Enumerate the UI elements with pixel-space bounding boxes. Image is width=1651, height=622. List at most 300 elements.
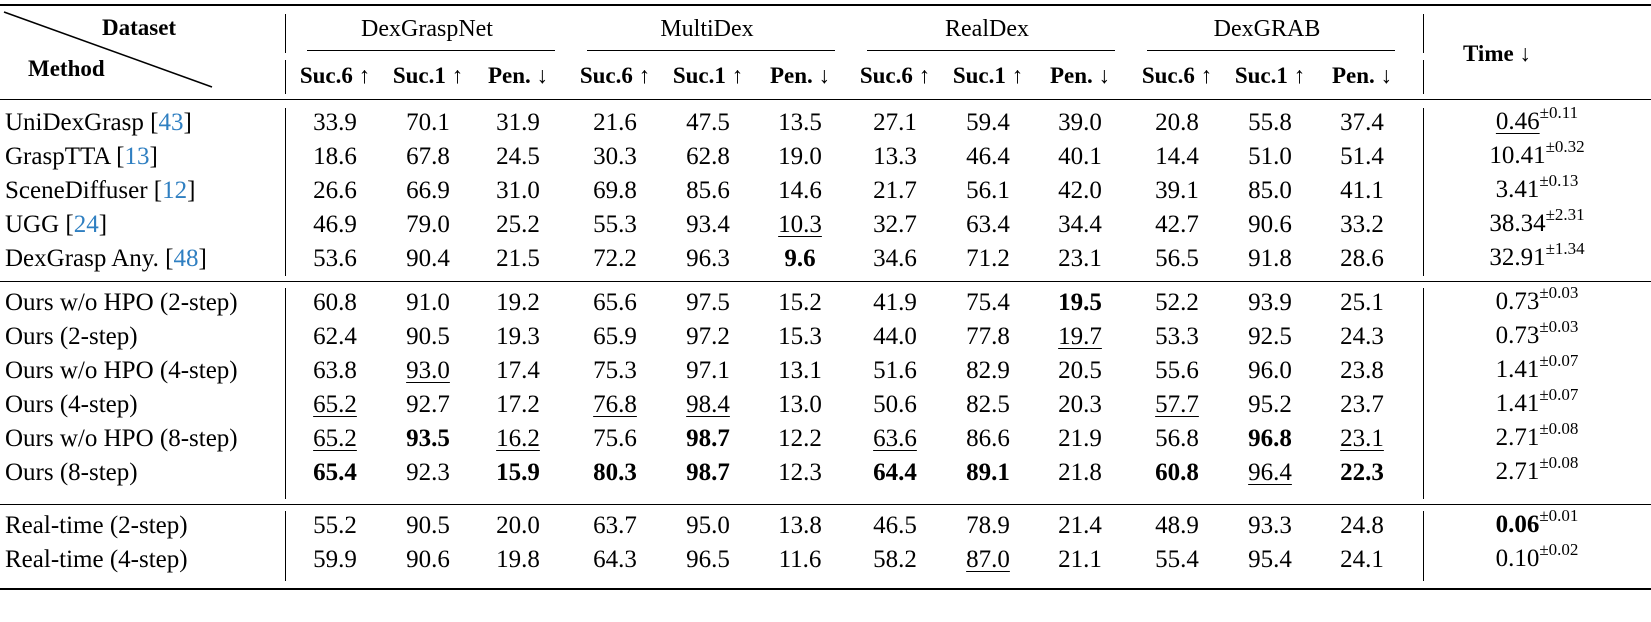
cell-value: 51.0 [1248, 143, 1292, 170]
cell-value: 75.3 [593, 357, 637, 384]
cell-value: 41.1 [1340, 177, 1384, 204]
time-value: 1.41 [1495, 356, 1540, 383]
method-label: SceneDiffuser [5, 177, 148, 204]
cell-value: 21.6 [593, 109, 637, 136]
table-cell [1137, 426, 1217, 451]
cell-value: 75.6 [593, 425, 637, 452]
time-value: 2.71 [1495, 458, 1540, 485]
cell-value: 17.2 [496, 391, 540, 418]
cell-value: 16.2 [496, 425, 540, 452]
table-cell [575, 358, 655, 383]
cell-value: 71.2 [966, 245, 1010, 272]
table-cell [948, 513, 1028, 538]
method-label: GraspTTA [5, 143, 110, 170]
method-label: Ours w/o HPO (4-step) [5, 357, 238, 384]
table-cell [760, 392, 840, 417]
method-name [5, 460, 138, 485]
time-std: ±0.11 [1539, 102, 1579, 122]
metric-header: Suc.1 ↑ [392, 63, 464, 88]
cell-value: 14.4 [1155, 143, 1199, 170]
table-cell [478, 324, 558, 349]
method-name: UniDexGrasp [43] [5, 109, 192, 136]
dataset-header: Dataset [102, 15, 177, 40]
cell-value: 95.4 [1248, 546, 1292, 573]
column-divider [1423, 108, 1424, 276]
table-cell [1137, 144, 1217, 169]
table-cell [575, 426, 655, 451]
cell-value: 82.5 [966, 391, 1010, 418]
table-cell [478, 513, 558, 538]
table-cell [855, 246, 935, 271]
time-std: ±0.01 [1539, 505, 1579, 525]
table-cell [760, 290, 840, 315]
cell-value: 96.5 [686, 546, 730, 573]
cell-value: 63.4 [966, 211, 1010, 238]
table-cell [1230, 290, 1310, 315]
metric-header: Suc.6 ↑ [1141, 63, 1213, 88]
table-cell [668, 212, 748, 237]
table-cell [1040, 392, 1120, 417]
cell-value: 9.6 [784, 245, 816, 272]
table-cell [668, 178, 748, 203]
table-cell [948, 358, 1028, 383]
table-cell [948, 547, 1028, 572]
table-cell [478, 110, 558, 135]
metric-header: Pen. ↓ [1331, 63, 1393, 88]
cell-value: 53.6 [313, 245, 357, 272]
cell-value: 60.8 [1155, 459, 1199, 486]
table-cell [1322, 358, 1402, 383]
cell-value: 13.8 [778, 512, 822, 539]
column-divider [285, 14, 286, 53]
cell-value: 46.9 [313, 211, 357, 238]
cell-value: 21.4 [1058, 512, 1102, 539]
table-cell [1322, 110, 1402, 135]
table-cell [1230, 324, 1310, 349]
table-cell [760, 547, 840, 572]
column-divider [1423, 60, 1424, 94]
table-cell [668, 144, 748, 169]
cell-value: 30.3 [593, 143, 637, 170]
table-cell [855, 324, 935, 349]
table-cell [1040, 290, 1120, 315]
table-cell [1322, 144, 1402, 169]
cell-value: 65.2 [313, 391, 357, 418]
dataset-underline [307, 50, 555, 51]
table-cell [855, 212, 935, 237]
cell-value: 31.9 [496, 109, 540, 136]
column-divider [285, 288, 286, 499]
cell-value: 42.7 [1155, 211, 1199, 238]
method-label: Ours w/o HPO (2-step) [5, 289, 238, 316]
table-cell [388, 426, 468, 451]
cell-value: 65.6 [593, 289, 637, 316]
cell-value: 12.2 [778, 425, 822, 452]
cell-value: 13.5 [778, 109, 822, 136]
table-cell [1040, 460, 1120, 485]
table-cell [855, 392, 935, 417]
cell-value: 21.9 [1058, 425, 1102, 452]
dataset-name: DexGRAB [1213, 16, 1321, 42]
cell-value: 89.1 [966, 459, 1010, 486]
metric-header: Pen. ↓ [769, 63, 831, 88]
dataset-name: RealDex [945, 16, 1029, 42]
cell-value: 87.0 [966, 546, 1010, 573]
metric-header: Suc.6 ↑ [299, 63, 371, 88]
group-rule [0, 504, 1651, 505]
cell-value: 70.1 [406, 109, 450, 136]
cell-value: 65.9 [593, 323, 637, 350]
group-rule [0, 281, 1651, 282]
table-cell [1322, 460, 1402, 485]
table-cell [1137, 547, 1217, 572]
table-cell [1137, 178, 1217, 203]
cell-value: 28.6 [1340, 245, 1384, 272]
cell-value: 25.2 [496, 211, 540, 238]
table-cell [855, 513, 935, 538]
dataset-name: MultiDex [660, 16, 754, 42]
cell-value: 21.1 [1058, 546, 1102, 573]
table-cell [478, 460, 558, 485]
cell-value: 95.2 [1248, 391, 1292, 418]
table-cell [760, 178, 840, 203]
table-cell [1137, 392, 1217, 417]
table-cell [760, 426, 840, 451]
table-cell [1040, 547, 1120, 572]
column-divider [285, 511, 286, 581]
cell-value: 24.1 [1340, 546, 1384, 573]
citation-link[interactable]: 48 [173, 245, 199, 272]
table-cell [1230, 246, 1310, 271]
method-name [5, 324, 138, 349]
table-cell [295, 426, 375, 451]
table-cell [760, 246, 840, 271]
table-cell [1040, 110, 1120, 135]
dataset-name: DexGraspNet [361, 16, 493, 42]
table-cell [478, 392, 558, 417]
table-cell [668, 513, 748, 538]
cell-value: 33.2 [1340, 211, 1384, 238]
time-value: 3.41 [1495, 176, 1540, 203]
table-cell [388, 212, 468, 237]
table-cell [388, 178, 468, 203]
table-cell [948, 392, 1028, 417]
table-cell [1230, 178, 1310, 203]
time-std: ±0.03 [1539, 316, 1579, 336]
citation-link[interactable]: 24 [73, 211, 99, 238]
table-cell [388, 547, 468, 572]
time-cell [1431, 452, 1643, 485]
table-cell [478, 178, 558, 203]
method-name [5, 358, 238, 383]
metric-header: Pen. ↓ [487, 63, 549, 88]
table-cell [295, 246, 375, 271]
table-cell [295, 324, 375, 349]
table-cell [1230, 547, 1310, 572]
cell-value: 53.3 [1155, 323, 1199, 350]
cell-value: 22.3 [1340, 459, 1384, 486]
cell-value: 65.4 [313, 459, 357, 486]
table-cell [1322, 547, 1402, 572]
table-cell [575, 212, 655, 237]
cell-value: 47.5 [686, 109, 730, 136]
cell-value: 33.9 [313, 109, 357, 136]
time-std: ±0.08 [1539, 418, 1579, 438]
cell-value: 26.6 [313, 177, 357, 204]
cell-value: 24.3 [1340, 323, 1384, 350]
table-cell [478, 246, 558, 271]
table-cell [760, 324, 840, 349]
citation-link[interactable]: 43 [158, 109, 184, 136]
table-cell [388, 110, 468, 135]
table-cell [1230, 110, 1310, 135]
cell-value: 96.3 [686, 245, 730, 272]
time-header: Time ↓ [1463, 41, 1531, 66]
method-name [5, 513, 188, 538]
time-value: 2.71 [1495, 424, 1540, 451]
table-cell [295, 212, 375, 237]
method-name: DexGrasp Any. [48] [5, 245, 207, 272]
table-cell [1137, 110, 1217, 135]
table-cell [855, 547, 935, 572]
table-cell [1230, 460, 1310, 485]
table-cell [295, 392, 375, 417]
table-cell [1040, 426, 1120, 451]
table-cell [388, 460, 468, 485]
cell-value: 97.1 [686, 357, 730, 384]
table-cell [388, 358, 468, 383]
table-cell [760, 212, 840, 237]
table-cell [295, 178, 375, 203]
method-name [5, 547, 188, 572]
table-cell [668, 110, 748, 135]
cell-value: 19.5 [1058, 289, 1102, 316]
cell-value: 44.0 [873, 323, 917, 350]
cell-value: 76.8 [593, 391, 637, 418]
method-name [5, 290, 238, 315]
table-cell [1322, 178, 1402, 203]
cell-value: 17.4 [496, 357, 540, 384]
time-cell [1431, 136, 1643, 169]
table-cell [668, 392, 748, 417]
cell-value: 12.3 [778, 459, 822, 486]
table-cell [575, 460, 655, 485]
table-cell [575, 513, 655, 538]
table-cell [388, 290, 468, 315]
cell-value: 50.6 [873, 391, 917, 418]
table-cell [575, 290, 655, 315]
table-cell [1137, 358, 1217, 383]
table-cell [668, 460, 748, 485]
cell-value: 19.7 [1058, 323, 1102, 350]
time-value: 0.73 [1495, 322, 1540, 349]
cell-value: 92.7 [406, 391, 450, 418]
cell-value: 19.2 [496, 289, 540, 316]
table-cell [575, 144, 655, 169]
cell-value: 55.3 [593, 211, 637, 238]
table-cell [478, 426, 558, 451]
cell-value: 91.8 [1248, 245, 1292, 272]
cell-value: 21.5 [496, 245, 540, 272]
table-cell [1137, 246, 1217, 271]
table-cell [575, 110, 655, 135]
time-value: 0.73 [1495, 288, 1540, 315]
cell-value: 19.3 [496, 323, 540, 350]
table-cell [575, 246, 655, 271]
method-name [5, 426, 238, 451]
cell-value: 40.1 [1058, 143, 1102, 170]
table-cell [478, 212, 558, 237]
cell-value: 85.6 [686, 177, 730, 204]
cell-value: 98.7 [686, 425, 730, 452]
cell-value: 63.6 [873, 425, 917, 452]
cell-value: 10.3 [778, 211, 822, 238]
cell-value: 20.8 [1155, 109, 1199, 136]
cell-value: 96.0 [1248, 357, 1292, 384]
cell-value: 24.8 [1340, 512, 1384, 539]
table-cell [478, 547, 558, 572]
column-divider [1423, 288, 1424, 499]
cell-value: 55.6 [1155, 357, 1199, 384]
cell-value: 51.4 [1340, 143, 1384, 170]
table-cell [1040, 144, 1120, 169]
cell-value: 77.8 [966, 323, 1010, 350]
cell-value: 39.0 [1058, 109, 1102, 136]
cell-value: 56.8 [1155, 425, 1199, 452]
table-cell [1322, 324, 1402, 349]
table-cell [1040, 246, 1120, 271]
dataset-underline [587, 50, 835, 51]
cell-value: 78.9 [966, 512, 1010, 539]
time-value: 0.06 [1495, 511, 1540, 538]
cell-value: 62.8 [686, 143, 730, 170]
table-cell [1230, 212, 1310, 237]
table-cell [1137, 290, 1217, 315]
cell-value: 23.1 [1340, 425, 1384, 452]
time-cell [1431, 384, 1643, 417]
table-cell [855, 426, 935, 451]
cell-value: 72.2 [593, 245, 637, 272]
cell-value: 20.0 [496, 512, 540, 539]
table-cell [295, 290, 375, 315]
cell-value: 96.4 [1248, 459, 1292, 486]
table-cell [760, 110, 840, 135]
cell-value: 98.7 [686, 459, 730, 486]
table-cell [1040, 212, 1120, 237]
cell-value: 27.1 [873, 109, 917, 136]
table-cell [948, 212, 1028, 237]
cell-value: 80.3 [593, 459, 637, 486]
column-divider [285, 108, 286, 276]
cell-value: 85.0 [1248, 177, 1292, 204]
cell-value: 18.6 [313, 143, 357, 170]
cell-value: 60.8 [313, 289, 357, 316]
method-label: Ours (8-step) [5, 459, 138, 486]
cell-value: 55.8 [1248, 109, 1292, 136]
table-cell [1322, 513, 1402, 538]
table-cell [575, 547, 655, 572]
cell-value: 46.4 [966, 143, 1010, 170]
table-cell [855, 110, 935, 135]
table-cell [1322, 290, 1402, 315]
time-value: 0.10 [1495, 545, 1540, 572]
table-cell [948, 324, 1028, 349]
cell-value: 42.0 [1058, 177, 1102, 204]
cell-value: 34.4 [1058, 211, 1102, 238]
time-std: ±0.02 [1539, 539, 1579, 559]
cell-value: 91.0 [406, 289, 450, 316]
table-cell [295, 144, 375, 169]
cell-value: 97.2 [686, 323, 730, 350]
table-cell [1137, 513, 1217, 538]
table-cell [948, 426, 1028, 451]
method-name: GraspTTA [13] [5, 143, 158, 170]
cell-value: 39.1 [1155, 177, 1199, 204]
top-rule [0, 4, 1651, 6]
time-std: ±0.03 [1539, 282, 1579, 302]
cell-value: 90.6 [1248, 211, 1292, 238]
time-std: ±2.31 [1545, 204, 1585, 224]
cell-value: 21.8 [1058, 459, 1102, 486]
column-divider [285, 60, 286, 94]
method-name [5, 392, 138, 417]
time-cell [1431, 204, 1643, 237]
time-std: ±0.13 [1539, 170, 1579, 190]
table-cell [668, 547, 748, 572]
cell-value: 51.6 [873, 357, 917, 384]
table-cell [760, 144, 840, 169]
time-cell [1431, 316, 1643, 349]
table-cell [478, 290, 558, 315]
cell-value: 93.9 [1248, 289, 1292, 316]
cell-value: 31.0 [496, 177, 540, 204]
dataset-underline [867, 50, 1115, 51]
table-cell [295, 460, 375, 485]
table-cell [948, 178, 1028, 203]
column-divider [1423, 511, 1424, 581]
table-cell [575, 178, 655, 203]
cell-value: 90.4 [406, 245, 450, 272]
citation-link[interactable]: 13 [124, 143, 150, 170]
time-std: ±0.07 [1539, 350, 1579, 370]
cell-value: 98.4 [686, 391, 730, 418]
time-cell [1431, 282, 1643, 315]
table-cell [1230, 358, 1310, 383]
cell-value: 93.5 [406, 425, 450, 452]
table-cell [855, 358, 935, 383]
table-cell [855, 290, 935, 315]
table-cell [1322, 246, 1402, 271]
cell-value: 92.5 [1248, 323, 1292, 350]
table-cell [388, 513, 468, 538]
time-cell [1431, 102, 1643, 135]
cell-value: 25.1 [1340, 289, 1384, 316]
method-label: Ours w/o HPO (8-step) [5, 425, 238, 452]
cell-value: 41.9 [873, 289, 917, 316]
cell-value: 82.9 [966, 357, 1010, 384]
citation-link[interactable]: 12 [162, 177, 188, 204]
table-cell [1322, 212, 1402, 237]
table-cell [1137, 212, 1217, 237]
diagonal-header-line [0, 0, 220, 100]
table-cell [478, 358, 558, 383]
table-cell [1137, 324, 1217, 349]
cell-value: 19.0 [778, 143, 822, 170]
cell-value: 24.5 [496, 143, 540, 170]
bottom-rule [0, 588, 1651, 590]
table-cell [1040, 178, 1120, 203]
cell-value: 79.0 [406, 211, 450, 238]
